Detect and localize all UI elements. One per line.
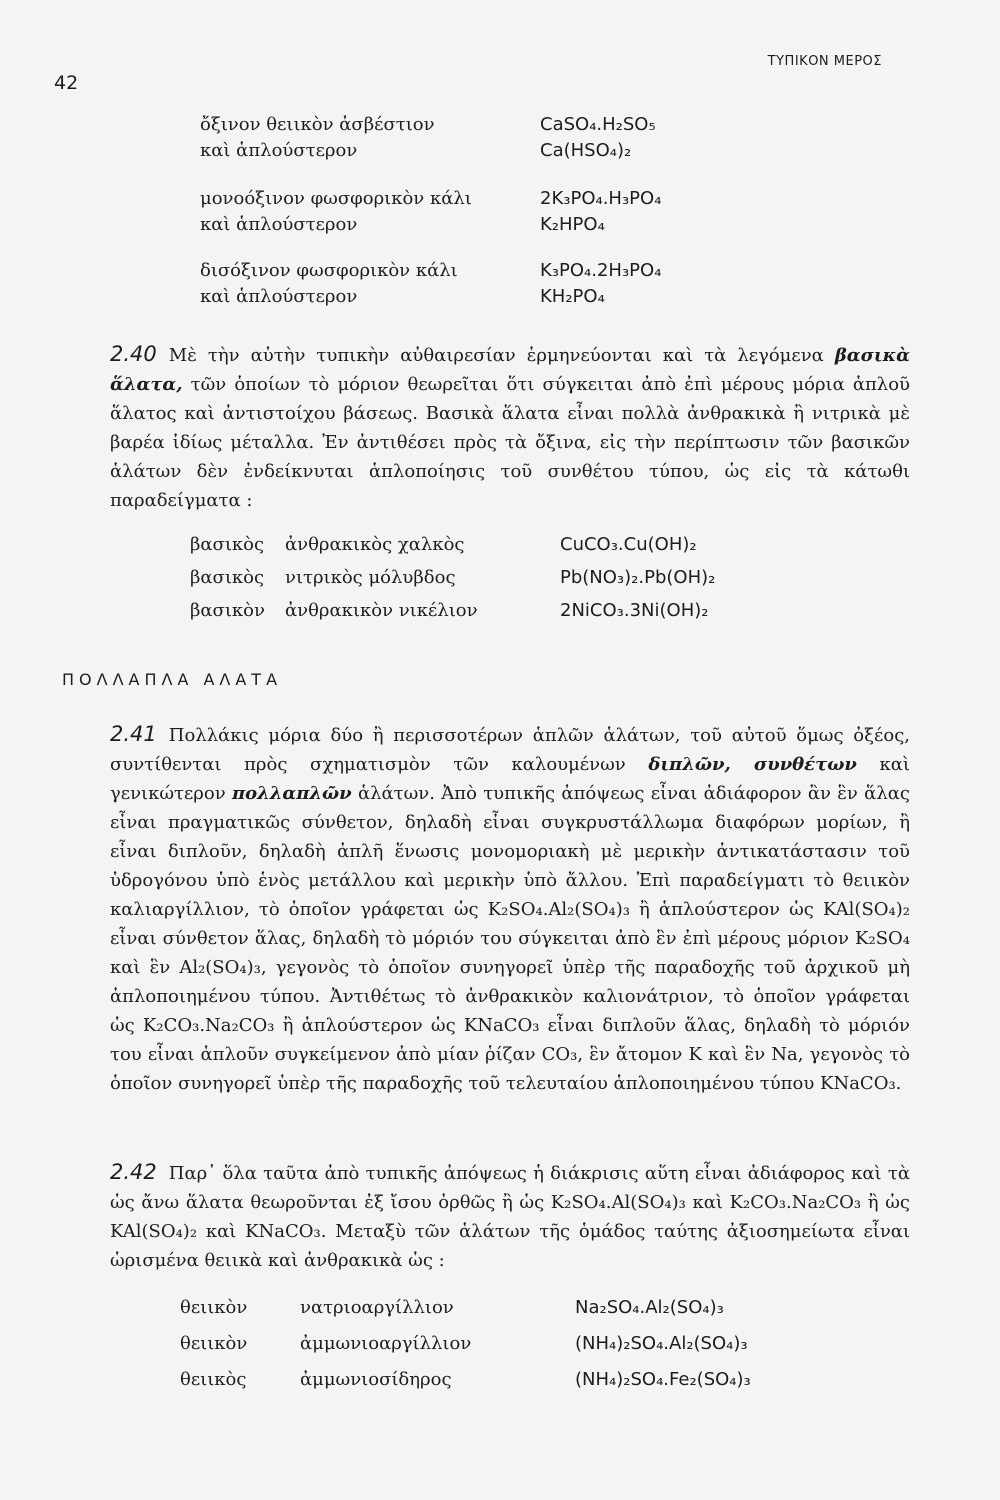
example-name: ἀμμωνιοσίδηρος: [300, 1369, 452, 1390]
page-number: 42: [54, 72, 79, 94]
paragraph-text: τῶν ὁποίων τὸ μόριον θεωρεῖται ὅτι σύγκειται ἀπὸ ἐπὶ μέρους μόρια ἁπλοῦ ἅλατος καὶ ἀντιστοίχου βάσεως. Βασικὰ ἅλατα εἶναι πολλὰ ἀνθρακικὰ ἢ νιτρικὰ μὲ βαρέα ἰδίως μέταλλα. Ἐν ἀντιθέσει πρὸς τὰ ὄξινα, εἰς τὴν περίπτωσιν τῶν βασικῶν ἁλάτων δὲν ἐνδείκνυται ἁπλοποίησις τοῦ συνθέτου τύπου, ὡς εἰς τὰ κάτωθι παραδείγματα :: [110, 374, 910, 511]
salt-formula: KH₂PO₄: [540, 286, 605, 307]
acid-salt-row: [200, 186, 760, 212]
example-row: [190, 594, 890, 627]
paragraph-2-42: [110, 1158, 910, 1275]
term-multiple-salts: πολλαπλῶν: [231, 783, 352, 804]
salt-formula: K₃PO₄.2H₃PO₄: [540, 260, 662, 281]
example-formula: 2NiCO₃.3Ni(OH)₂: [560, 600, 709, 621]
salt-name: μονοόξινον φωσφορικὸν κάλι: [200, 188, 472, 209]
paragraph-number: 2.40: [110, 342, 157, 366]
salt-name: ὄξινον θειικὸν ἀσβέστιον: [200, 114, 435, 135]
example-name: ἀνθρακικὸς χαλκὸς: [285, 534, 465, 555]
example-formula: Pb(NO₃)₂.Pb(OH)₂: [560, 567, 716, 588]
acid-salt-row: [200, 212, 760, 238]
term-basic-salts: βασικὰ ἅλατα,: [110, 345, 910, 395]
acid-salt-row: [200, 258, 760, 284]
salt-formula: 2K₃PO₄.H₃PO₄: [540, 188, 662, 209]
acid-salt-row: [200, 112, 760, 138]
example-row: [180, 1290, 880, 1326]
example-word: βασικὸς: [190, 534, 265, 555]
paragraph-text: καὶ γενικώτερον: [110, 754, 910, 804]
basic-salts-examples: [190, 528, 890, 627]
paragraph-2-40: [110, 340, 910, 515]
example-formula: CuCO₃.Cu(OH)₂: [560, 534, 697, 555]
salt-name: δισόξινον φωσφορικὸν κάλι: [200, 260, 458, 281]
example-row: [180, 1362, 880, 1398]
running-head: ΤΥΠΙΚΟΝ ΜΕΡΟΣ: [767, 54, 882, 69]
salt-formula: K₂HPO₄: [540, 214, 605, 235]
example-name: ἀμμωνιοαργίλλιον: [300, 1333, 472, 1354]
example-word: θειικὸν: [180, 1333, 248, 1354]
salt-formula: CaSO₄.H₂SO₅: [540, 114, 656, 135]
paragraph-text: ἁλάτων. Ἀπὸ τυπικῆς ἀπόψεως εἶναι ἀδιάφορον ἂν ἓν ἅλας εἶναι πραγματικῶς σύνθετον, δηλαδὴ εἶναι συγκρυστάλλωμα διαφόρων μορίων, ἢ εἶναι διπλοῦν, δηλαδὴ ἁπλῆ ἕνωσις μονομοριακὴ μὲ μερικὴν ἀντικατάστασιν τοῦ ὑδρογόνου ὑπὸ ἑνὸς μετάλλου καὶ μερικὴν ὑπὸ ἄλλου. Ἐπὶ παραδείγματι τὸ θειικὸν καλιαργίλλιον, τὸ ὁποῖον γράφεται ὡς K₂SO₄.Al₂(SO₄)₃ ἢ ἁπλούστερον ὡς KAl(SO₄)₂ εἶναι σύνθετον ἅλας, δηλαδὴ τὸ μόριόν του σύγκειται ἀπὸ ἓν ἐπὶ μέρους μόριον K₂SO₄ καὶ ἓν Al₂(SO₄)₃, γεγονὸς τὸ ὁποῖον συνηγορεῖ ὑπὲρ τῆς παραδοχῆς τοῦ ἀρχικοῦ μὴ ἁπλοποιημένου τύπου. Ἀντιθέτως τὸ ἀνθρακικὸν καλιονάτριον, τὸ ὁποῖον γράφεται ὡς K₂CO₃.Na₂CO₃ ἢ ἁπλούστερον ὡς KNaCO₃ εἶναι διπλοῦν ἅλας, δηλαδὴ τὸ μόριόν του εἶναι ἁπλοῦν συγκείμενον ἀπὸ μίαν ῥίζαν CO₃, ἓν ἄτομον K καὶ ἓν Na, γεγονὸς τὸ ὁποῖον συνηγορεῖ ὑπὲρ τῆς παραδοχῆς τοῦ τελευταίου ἁπλοποιημένου τύπου KNaCO₃.: [110, 783, 910, 1094]
paragraph-text: Παρ᾽ ὅλα ταῦτα ἀπὸ τυπικῆς ἀπόψεως ἡ διάκρισις αὕτη εἶναι ἀδιάφορος καὶ τὰ ὡς ἄνω ἅλατα θεωροῦνται ἐξ ἴσου ὀρθῶς ἢ ὡς K₂SO₄.Al(SO₄)₃ καὶ K₂CO₃.Na₂CO₃ ἢ ὡς KAl(SO₄)₂ καὶ KNaCO₃. Μεταξὺ τῶν ἁλάτων τῆς ὁμάδος ταύτης ἀξιοσημείωτα εἶναι ὡρισμένα θειικὰ καὶ ἀνθρακικὰ ὡς :: [110, 1163, 910, 1271]
example-row: [190, 561, 890, 594]
example-formula: Na₂SO₄.Al₂(SO₄)₃: [575, 1297, 724, 1318]
acid-salts-group-3: [200, 258, 760, 310]
example-name: νατριοαργίλλιον: [300, 1297, 454, 1318]
acid-salts-group-1: [200, 112, 760, 164]
acid-salts-group-2: [200, 186, 760, 238]
salt-name: καὶ ἁπλούστερον: [200, 214, 358, 235]
paragraph-text: Μὲ τὴν αὐτὴν τυπικὴν αὐθαιρεσίαν ἑρμηνεύονται καὶ τὰ λεγόμενα: [168, 345, 824, 366]
example-word: θειικὸν: [180, 1297, 248, 1318]
example-name: νιτρικὸς μόλυβδος: [285, 567, 456, 588]
example-formula: (NH₄)₂SO₄.Al₂(SO₄)₃: [575, 1333, 748, 1354]
example-row: [190, 528, 890, 561]
acid-salt-row: [200, 284, 760, 310]
double-salts-examples: [180, 1290, 880, 1398]
paragraph-number: 2.41: [110, 722, 157, 746]
salt-name: καὶ ἁπλούστερον: [200, 286, 358, 307]
example-row: [180, 1326, 880, 1362]
paragraph-text: Πολλάκις μόρια δύο ἢ περισσοτέρων ἁπλῶν ἁλάτων, τοῦ αὐτοῦ ὅμως ὀξέος, συντίθενται πρὸς σχηματισμὸν τῶν καλουμένων: [110, 725, 910, 775]
paragraph-2-41: [110, 720, 910, 1098]
example-word: θειικὸς: [180, 1369, 247, 1390]
section-heading: ΠΟΛΛΑΠΛΑ ΑΛΑΤΑ: [62, 670, 283, 689]
term-double-salts: διπλῶν, συνθέτων: [648, 754, 857, 775]
paragraph-number: 2.42: [110, 1160, 157, 1184]
salt-formula: Ca(HSO₄)₂: [540, 140, 632, 161]
example-name: ἀνθρακικὸν νικέλιον: [285, 600, 478, 621]
example-formula: (NH₄)₂SO₄.Fe₂(SO₄)₃: [575, 1369, 751, 1390]
example-word: βασικὸν: [190, 600, 265, 621]
salt-name: καὶ ἁπλούστερον: [200, 140, 358, 161]
example-word: βασικὸς: [190, 567, 265, 588]
acid-salt-row: [200, 138, 760, 164]
